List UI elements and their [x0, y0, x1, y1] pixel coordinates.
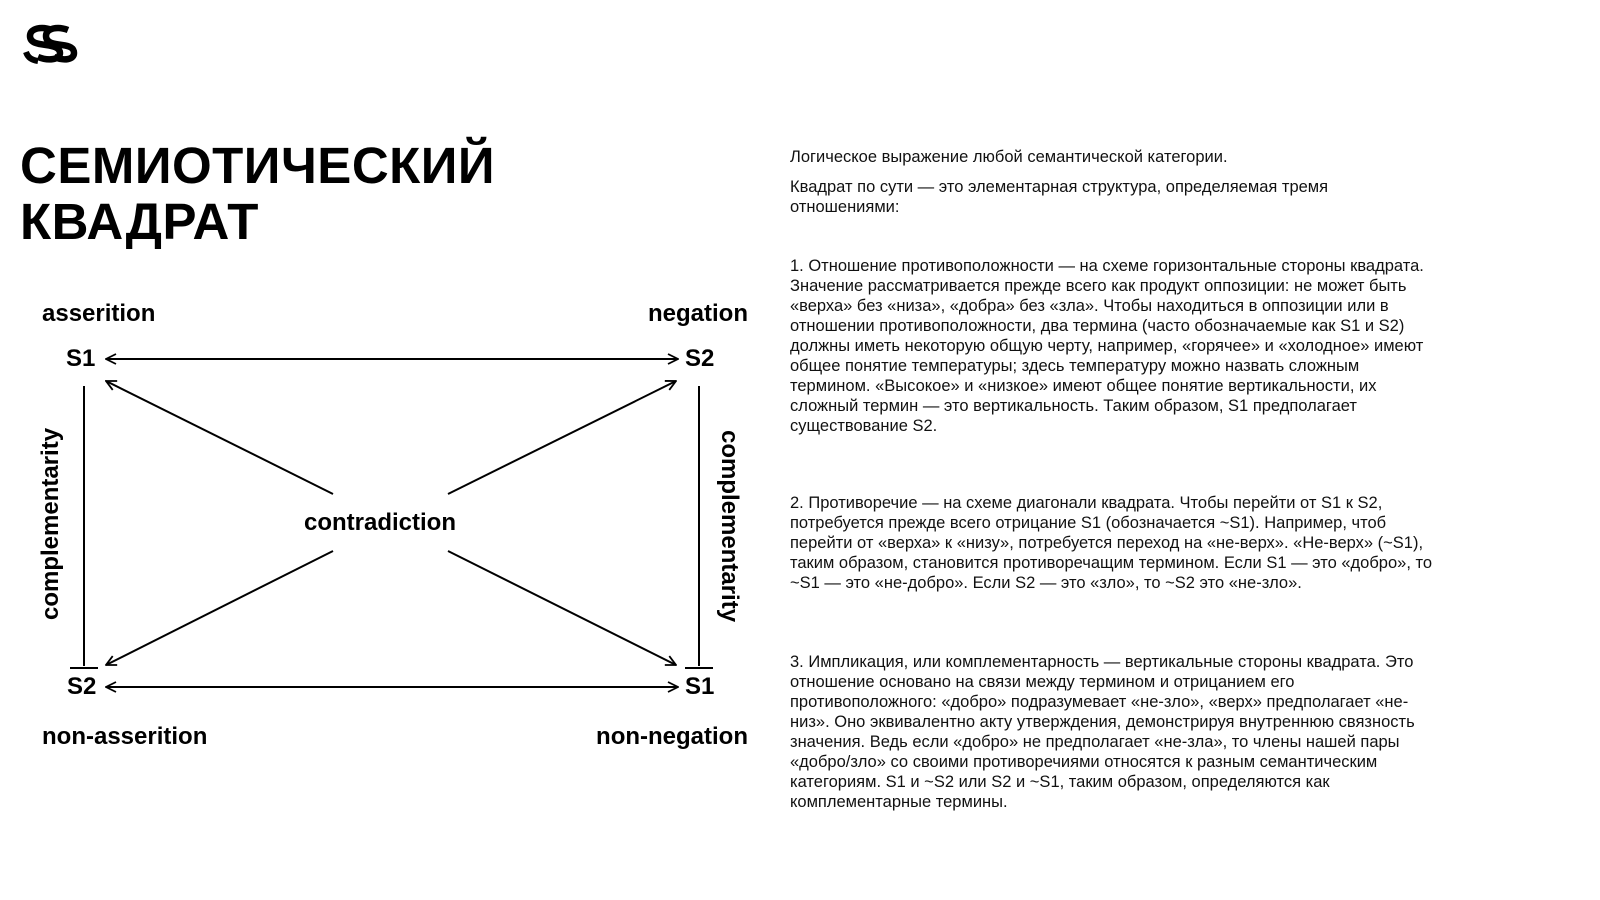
label-non-negation: non-negation — [596, 723, 748, 750]
paragraph-implication: 3. Импликация, или комплементарность — вертикальные стороны квадрата. Это отношение основано на связи между термином и отрицанием его противоположного: «добро» подразумевает «не-зло», «верх» предполагает «не-низ». Оно эквивалентно акту утверждения, демонстрируя внутреннюю связность значения. Ведь если «добро» не предполагает «не-зла», то члены нашей пары «добро/зло» со своими противоречиями относятся к разным семантическим категориям. S1 и ~S2 или S2 и ~S1, таким образом, определяются как комплементарные термины. — [790, 653, 1415, 811]
contradiction-diagonal-s2-lower — [106, 551, 333, 665]
intro-sentence-1: Логическое выражение любой семантической категории. — [790, 148, 1228, 166]
page-title — [20, 138, 495, 250]
term-s1-top: S1 — [66, 345, 96, 372]
label-complementarity-left: complementarity — [37, 427, 64, 620]
term-s1-negated: S1 — [685, 673, 715, 700]
intro-text — [790, 147, 1440, 217]
semiotic-square-diagram — [0, 280, 780, 780]
contradiction-diagonal-s2-upper — [448, 381, 676, 494]
paragraph-opposition: 1. Отношение противоположности — на схеме горизонтальные стороны квадрата. Значение рассматривается прежде всего как продукт оппозиции: не может быть «верха» без «низа», «добра» без «зла». Чтобы находиться в оппозиции или в отношении противоположности, два термина (часто обозначаемые как S1 и S2) должны иметь некоторую общую черту, например, «горячее» и «холодное» имеют общее понятие температуры; здесь температуру можно назвать сложным термином. «Высокое» и «низкое» имеют общее понятие вертикальности, их сложный термин — это вертикальность. Таким образом, S1 предполагает существование S2. — [790, 257, 1424, 435]
intro-sentence-2: Квадрат по сути — это элементарная структура, определяемая тремя отношениями: — [790, 178, 1329, 216]
title-line-2: КВАДРАТ — [20, 193, 259, 250]
label-negation: negation — [648, 300, 748, 327]
double-s-logo-icon — [22, 24, 78, 64]
title-line-1: СЕМИОТИЧЕСКИЙ — [20, 137, 496, 194]
contradiction-diagonal-s1-upper — [106, 381, 333, 494]
label-complementarity-right: complementarity — [716, 430, 743, 623]
term-s2-negated: S2 — [67, 673, 97, 700]
contradiction-diagonal-s1-lower — [448, 551, 676, 665]
term-s2-top: S2 — [685, 345, 715, 372]
label-non-assertion: non-asserition — [42, 723, 208, 750]
label-contradiction: contradiction — [304, 509, 457, 536]
paragraph-contradiction: 2. Противоречие — на схеме диагонали квадрата. Чтобы перейти от S1 к S2, потребуется прежде всего отрицание S1 (обозначается ~S1). Например, чтоб перейти от «верха» к «низу», потребуется переход на «не-верх». «Не-верх» (~S1), таким образом, становится противоречащим термином. Если S1 — это «добро», то ~S1 — это «не-добро». Если S2 — это «зло», то ~S2 это «не-зло». — [790, 494, 1433, 592]
label-assertion: asserition — [42, 300, 156, 327]
